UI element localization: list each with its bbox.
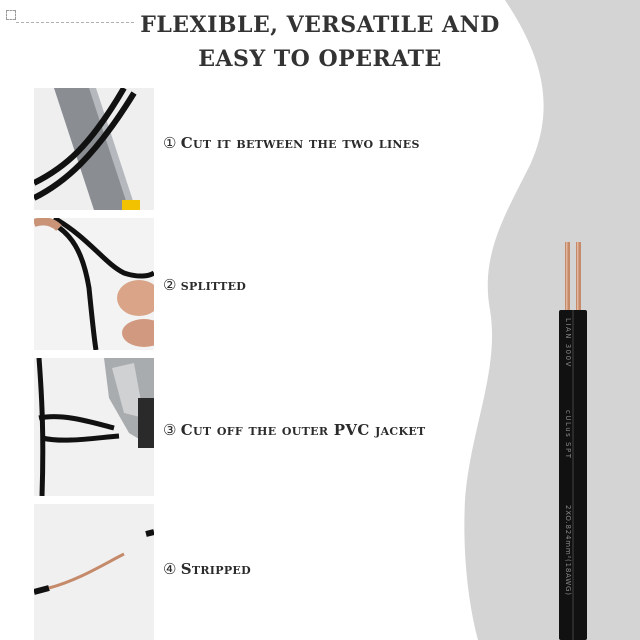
cable-print-bottom: 2XO.824mm²(18AWG)	[564, 505, 572, 596]
photo-step-1-cutting	[34, 88, 154, 210]
step-3-text: Cut off the outer PVC jacket	[180, 421, 426, 439]
step-3-label	[163, 421, 426, 439]
step-1-text: Cut it between the two lines	[180, 134, 420, 152]
title-line-2: EASY TO OPERATE	[198, 46, 442, 72]
step-1-label	[163, 134, 420, 152]
title-line-1: FLEXIBLE, VERSATILE AND	[140, 12, 500, 38]
step-4-label	[163, 560, 251, 578]
photo-step-4-stripped	[34, 504, 154, 640]
step-2-text: splitted	[180, 276, 247, 294]
step-1-number: ①	[163, 134, 177, 152]
step-4-text: Stripped	[180, 560, 251, 578]
step-4-number: ④	[163, 560, 177, 578]
cable-product-image	[550, 240, 596, 640]
step-2-number: ②	[163, 276, 177, 294]
page-title	[130, 8, 510, 76]
photo-step-3-pliers	[34, 358, 154, 496]
step-3-number: ③	[163, 421, 177, 439]
cable-print-top: LIAN 300V	[564, 318, 572, 368]
dashed-guide-line	[16, 22, 134, 23]
photo-step-2-splitting	[34, 218, 154, 350]
cable-print-mid: cULus SPT	[564, 410, 572, 460]
corner-marker	[6, 10, 16, 20]
step-2-label	[163, 276, 246, 294]
